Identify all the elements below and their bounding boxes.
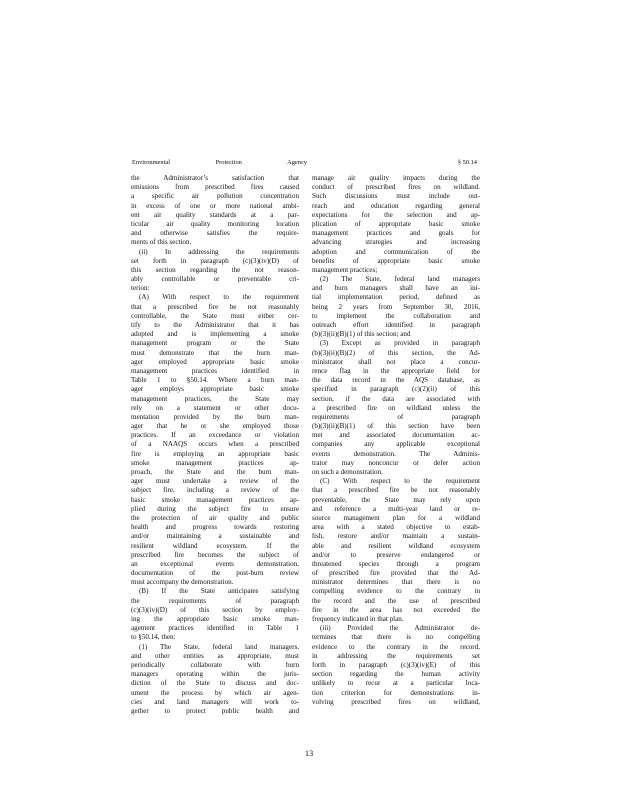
text-line: (b)(3)(ii)(B)(1) of this section have been — [312, 422, 480, 431]
text-line: that a prescribed fire be not reasonably — [131, 302, 299, 311]
text-line: ager that he or she employed those — [131, 422, 299, 431]
text-line: cies and land managers will work to- — [131, 697, 299, 706]
text-line: to implement the collaboration and — [312, 311, 480, 320]
text-line: (c)(3)(iv)(D) of this section by employ- — [131, 605, 299, 614]
text-line: plied during the subject fire to ensure — [131, 504, 299, 513]
text-line: tial implementation period, defined as — [312, 293, 480, 302]
text-line: unlikely to recur at a particular loca- — [312, 679, 480, 688]
page-number: 13 — [304, 749, 314, 758]
right-column — [312, 174, 480, 707]
text-line: ministrator shall not place a concur- — [312, 357, 480, 366]
text-line: gether to protect public health and — [131, 706, 299, 715]
text-line: Such discussions must include out- — [312, 192, 480, 201]
text-line: set forth in paragraph (c)(3)(iv)(D) of — [131, 256, 299, 265]
text-line: (3) Except as provided in paragraph — [320, 339, 480, 348]
text-line: (A) With respect to the requirement — [139, 293, 299, 302]
left-column — [131, 174, 299, 716]
text-line: ticular air quality monitoring location — [131, 219, 299, 228]
text-line: rely on a statement or other docu- — [131, 403, 299, 412]
text-line: being 2 years from September 30, 2016, — [312, 302, 480, 311]
text-line: ager employs appropriate basic smoke — [131, 385, 299, 394]
text-line: volving prescribed fires on wildland, — [312, 697, 480, 706]
text-line: (ii) In addressing the requirements — [139, 247, 299, 256]
text-line: (1) The State, federal land managers, — [139, 642, 299, 651]
section-number: § 50.14 — [457, 159, 477, 166]
text-line: preventable, the State may rely upon — [312, 495, 480, 504]
text-line: benefits of appropriate basic smoke — [312, 256, 480, 265]
text-line: ager employed appropriate basic smoke — [131, 357, 299, 366]
text-line: and other entities as appropriate, must — [131, 651, 299, 660]
text-line: practices. If an exceedance or violation — [131, 431, 299, 440]
text-line: proach, the State and the burn man- — [131, 468, 299, 476]
text-line: ably controllable or preventable cri- — [131, 275, 299, 284]
text-line: rence flag in the appropriate field for — [312, 366, 480, 375]
text-line: fire in the area has not exceeded the — [312, 605, 480, 614]
text-line: plication of appropriate basic smoke — [312, 219, 480, 228]
text-line: must accompany the demonstration. — [131, 578, 234, 587]
text-line: frequency indicated in that plan. — [312, 615, 404, 623]
text-line: (b)(3)(ii)(B)(2) of this section, the Ad- — [312, 348, 480, 357]
text-line: adoption and communication of the — [312, 247, 480, 256]
text-line: management program or the State — [131, 339, 299, 348]
text-line: controllable, the State must either cer- — [131, 311, 299, 320]
text-line: must demonstrate that the burn man- — [131, 348, 299, 357]
text-line: Table 1 to §50.14. Where a burn man- — [131, 376, 299, 385]
text-line: and otherwise satisfies the require- — [131, 229, 299, 238]
text-line: an exceptional events demonstration, — [131, 559, 299, 568]
text-line: section regarding the human activity — [312, 670, 480, 679]
text-line: lish, restore and/or maintain a sustain- — [312, 532, 480, 541]
text-line: and/or maintaining a sustainable and — [131, 532, 299, 541]
text-line: mentation provided by the burn man- — [131, 412, 299, 421]
text-line: documentation of the post-burn review — [131, 569, 299, 578]
text-line: that a prescribed fire be not reasonably — [312, 486, 480, 495]
text-line: in addressing the requirements set — [312, 651, 480, 660]
text-line: compelling evidence to the contrary in — [312, 587, 480, 596]
text-line: smoke management practices ap- — [131, 458, 299, 467]
text-line: management practices; — [312, 265, 378, 274]
text-line: (b)(3)(ii)(B)(1) of this section; and — [312, 330, 411, 339]
text-line: diction of the State to discuss and doc- — [131, 679, 299, 688]
text-line: ument the process by which air agen- — [131, 688, 299, 697]
text-line: management practices identified in — [131, 366, 299, 375]
text-line: ments of this section. — [131, 238, 192, 247]
text-line: tion criterion for demonstrations in- — [312, 688, 480, 697]
text-line: the Administrator’s satisfaction that — [131, 174, 299, 182]
text-line: and burn managers shall have an ini- — [312, 284, 480, 293]
text-line: this section regarding the not reason- — [131, 265, 299, 274]
running-header — [132, 157, 477, 169]
text-line: ager must undertake a review of the — [131, 477, 299, 486]
text-line: expectations for the selection and ap- — [312, 210, 480, 219]
text-line: the record and the use of prescribed — [312, 596, 480, 605]
text-line: specified in paragraph (c)(2)(ii) of this — [312, 385, 480, 394]
text-line: area with a stated objective to estab- — [312, 523, 480, 532]
text-line: outreach effort identified in paragraph — [312, 321, 480, 329]
text-line: basic smoke management practices ap- — [131, 495, 299, 504]
text-line: forth in paragraph (c)(3)(iv)(E) of this — [312, 660, 480, 669]
text-line: periodically collaborate with burn — [131, 660, 299, 669]
text-line: events demonstration. The Adminis- — [312, 449, 480, 458]
text-line: resilient wildland ecosystem. If the — [131, 541, 299, 550]
text-line: a prescribed fire on wildland unless the — [312, 403, 480, 412]
text-line: advancing strategies and increasing — [312, 238, 480, 247]
text-line: management practices, the State may — [131, 394, 299, 403]
text-line: (B) If the State anticipates satisfying — [139, 587, 299, 596]
text-line: emissions from prescribed fires caused — [131, 183, 299, 192]
text-line: section, if the data are associated with — [312, 394, 480, 403]
text-line: termines that there is no compelling — [312, 633, 480, 642]
text-line: ing the appropriate basic smoke man- — [131, 615, 299, 623]
text-line: tify to the Administrator that it has — [131, 321, 299, 329]
text-line: of a NAAQS occurs when a prescribed — [131, 440, 299, 449]
text-line: terion: — [131, 284, 150, 293]
text-line: health and progress towards restoring — [131, 523, 299, 532]
text-line: of prescribed fire provided that the Ad- — [312, 569, 480, 578]
text-line: requirements of paragraph — [312, 412, 480, 421]
text-line: the data record in the AQS database, as — [312, 376, 480, 385]
text-line: a specific air pollution concentration — [131, 192, 299, 201]
text-line: (iii) Provided the Administrator de- — [320, 624, 480, 633]
agency-name: Environmental Protection Agency — [132, 159, 307, 166]
text-line: evidence to the contrary in the record, — [312, 642, 480, 651]
text-line: and reference a multi-year land or re- — [312, 504, 480, 513]
text-line: able and resilient wildland ecosystem — [312, 541, 480, 550]
text-line: the requirements of paragraph — [131, 596, 299, 605]
text-line: fire is employing an appropriate basic — [131, 449, 299, 458]
text-line: conduct of prescribed fires on wildland. — [312, 183, 480, 192]
text-line: subject fire, including a review of the — [131, 486, 299, 495]
text-line: on such a demonstration. — [312, 468, 383, 476]
text-line: trator may nonconcur or defer action — [312, 458, 480, 467]
text-line: source management plan for a wildland — [312, 513, 480, 522]
text-line: ent air quality standards at a par- — [131, 210, 299, 219]
text-line: reach and education regarding general — [312, 201, 480, 210]
text-line: to §50.14, then: — [131, 633, 176, 642]
text-line: ministrator determines that there is no — [312, 578, 480, 587]
text-line: and/or to preserve endangered or — [312, 550, 480, 559]
text-line: managers operating within the juris- — [131, 670, 299, 679]
text-line: agement practices identified in Table 1 — [131, 624, 299, 633]
text-line: manage air quality impacts during the — [312, 174, 480, 182]
text-line: met and associated documentation ac- — [312, 431, 480, 440]
text-line: (C) With respect to the requirement — [320, 477, 480, 486]
text-line: (2) The State, federal land managers — [320, 275, 480, 284]
text-line: the protection of air quality and public — [131, 513, 299, 522]
text-line: adopted and is implementing a smoke — [131, 330, 299, 339]
text-line: in excess of one or more national ambi- — [131, 201, 299, 210]
text-line: management practices and goals for — [312, 229, 480, 238]
text-line: prescribed fire becomes the subject of — [131, 550, 299, 559]
text-line: threatened species through a program — [312, 559, 480, 568]
text-line: companies any applicable exceptional — [312, 440, 480, 449]
